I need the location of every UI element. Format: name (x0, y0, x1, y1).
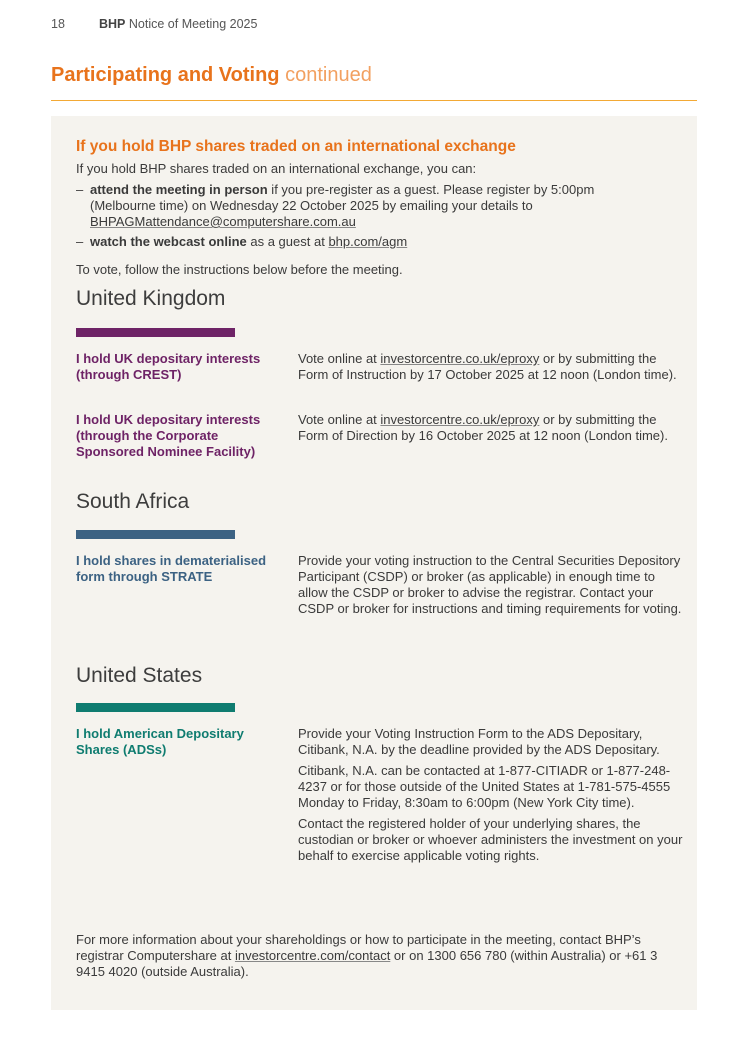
us-para-3: Contact the registered holder of your underlying shares, the custodian or broker or whoever administers the investment on your behalf to exercise applicable voting rights. (298, 816, 683, 863)
desc-text: or by submitting the Form of Direction by 16 October 2025 at 12 noon (London time). (298, 412, 668, 443)
contact-link[interactable]: investorcentre.com/contact (234, 948, 391, 963)
sa-row1-label: I hold shares in dematerialised form through STRATE (76, 553, 267, 584)
sa-color-bar (76, 530, 235, 539)
vote-instruction: To vote, follow the instructions below before the meeting. (76, 262, 403, 277)
eproxy-link[interactable]: investorcentre.co.uk/eproxy (380, 412, 540, 427)
options-list (76, 182, 676, 254)
page-title-suffix: continued (285, 64, 372, 86)
intro-text: If you hold BHP shares traded on an international exchange, you can: (76, 161, 477, 176)
sa-heading: South Africa (76, 490, 190, 513)
uk-row2-desc (298, 412, 688, 444)
header-brand: BHP (99, 17, 126, 31)
sa-row1-desc: Provide your voting instruction to the Central Securities Depository Participant (CSDP) or broker (as applicable) in enough time to allow the CSDP or broker to advise the registrar. Contact your CSDP or broker for instructions and timing requirements for voting. (298, 553, 682, 616)
footer-text: For more information about your shareholdings or how to participate in the meeting, contact BHP’s registrar Computershare at (76, 932, 641, 963)
us-color-bar (76, 703, 235, 712)
us-row1-label: I hold American Depositary Shares (ADSs) (76, 726, 244, 757)
header-doc-title: Notice of Meeting 2025 (128, 17, 258, 31)
uk-row1-label: I hold UK depositary interests (through CREST) (76, 351, 261, 382)
uk-row2-label: I hold UK depositary interests (through the Corporate Sponsored Nominee Facility) (76, 412, 261, 459)
page-number: 18 (51, 17, 65, 31)
bullet-text: as a guest at (246, 234, 329, 249)
title-divider (51, 100, 697, 101)
page-title-main: Participating and Voting (51, 64, 280, 86)
uk-color-bar (76, 328, 235, 337)
desc-text: Vote online at (298, 351, 381, 366)
us-para-2: Citibank, N.A. can be contacted at 1-877-CITIADR or 1-877-248-4237 or for those outside of the United States at 1-781-575-4555 Monday to Friday, 8:30am to 6:00pm (New York City time). (298, 763, 671, 810)
bullet-bold: attend the meeting in person (90, 182, 268, 197)
footer-note (76, 932, 676, 980)
list-item (76, 234, 600, 250)
us-row1-desc (298, 726, 693, 869)
us-para-1: Provide your Voting Instruction Form to the ADS Depositary, Citibank, N.A. by the deadline provided by the ADS Depositary. (298, 726, 660, 757)
info-panel (51, 116, 697, 1010)
footer-text: or on 1300 656 780 (within Australia) or +61 3 9415 4020 (outside Australia). (76, 948, 658, 979)
uk-row1-desc (298, 351, 688, 383)
desc-text: Vote online at (298, 412, 381, 427)
desc-text: or by submitting the Form of Instruction by 17 October 2025 at 12 noon (London time). (298, 351, 677, 382)
bullet-bold: watch the webcast online (90, 234, 247, 249)
agm-link[interactable]: bhp.com/agm (328, 234, 408, 249)
page-title (51, 64, 372, 87)
list-item (76, 182, 600, 230)
bullet-text: if you pre-register as a guest. Please register by 5:00pm (Melbourne time) on Wednesday 22 October 2025 by emailing your details to (90, 182, 595, 213)
eproxy-link[interactable]: investorcentre.co.uk/eproxy (380, 351, 540, 366)
page-header (51, 17, 257, 31)
email-link[interactable]: BHPAGMattendance@computershare.com.au (90, 214, 356, 229)
uk-heading: United Kingdom (76, 287, 226, 310)
intro-heading: If you hold BHP shares traded on an international exchange (76, 138, 516, 155)
us-heading: United States (76, 664, 203, 687)
